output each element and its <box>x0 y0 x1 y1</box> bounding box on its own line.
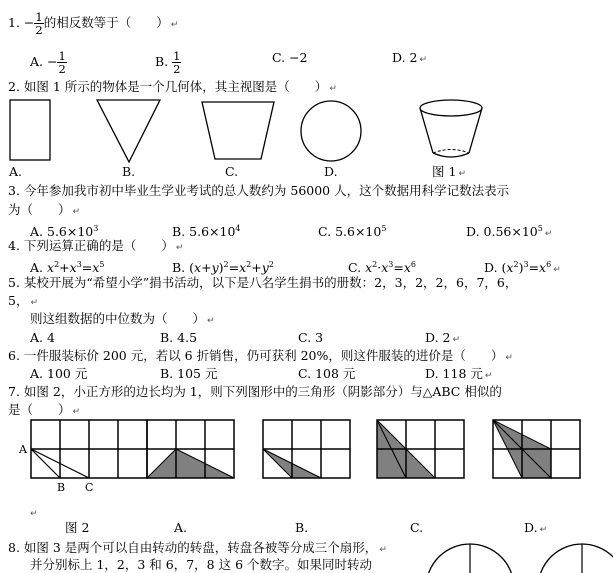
q3-option-a: A. $5.6\times 10^3$ <box>30 224 99 240</box>
q5-stem-line2: 5， ↵ <box>8 293 38 308</box>
q6-stem: 6. 一件服装标价 200 元，若以 6 折销售，仍可获利 20%，则这件服装的进价是（ ） ↵ <box>8 348 513 363</box>
q6-option-a: A. 100 元 <box>30 366 88 381</box>
q1-option-b: B. $\frac{1}{2}$ <box>155 49 181 76</box>
q1-option-a: A. − $\frac{1}{2}$ <box>30 49 66 76</box>
q7-stem-line2: 是（ ） ↵ <box>8 402 81 417</box>
q3-stem-line2: 为（ ） ↵ <box>8 202 81 217</box>
q5-stem-line3: 则这组数据的中位数为（ ） ↵ <box>30 311 215 326</box>
q3-option-b: B. $5.6\times 10^4$ <box>172 224 241 240</box>
q7-label-a: A. <box>174 520 188 535</box>
return-mark-icon: ↵ <box>170 20 179 30</box>
q4-option-b: B. $(x+y)^2=x^2+y^2$ <box>172 260 274 276</box>
q3-option-d: D. $0.56\times 10^5↵$ <box>466 224 553 240</box>
q2-label-d: D. <box>324 164 338 179</box>
q1-option-c: C. −2 <box>272 50 308 65</box>
q5-option-a: A. 4 <box>30 330 55 345</box>
q4-stem: 4. 下列运算正确的是（ ） ↵ <box>8 238 184 253</box>
q6-option-c: C. 108 元 <box>298 366 356 381</box>
q4-option-d: D. $(x^2)^3=x^6↵$ <box>484 260 561 276</box>
q2-figure-caption: 图 1 ↵ <box>432 164 466 179</box>
q6-option-b: B. 105 元 <box>160 366 218 381</box>
q2-label-b: B. <box>122 164 136 179</box>
q5-option-d: D. 2 ↵ <box>425 330 461 345</box>
q7-point-b-label: B <box>57 481 66 494</box>
q2-label-c: C. <box>225 164 239 179</box>
q7-stem-line1: 7. 如图 2，小正方形的边长均为 1，则下列图形中的三角形（阴影部分）与△ABC 相似的 <box>8 384 502 399</box>
q7-label-d: D. ↵ <box>524 520 548 535</box>
q1-option-d: D. 2 ↵ <box>392 50 428 65</box>
q7-figure-caption: 图 2 <box>65 520 90 535</box>
q5-option-c: C. 3 <box>298 330 324 345</box>
q8-stem-line1: 8. 如图 3 是两个可以自由转动的转盘，转盘各被等分成三个扇形， ↵ <box>8 540 387 555</box>
q6-option-d: D. 118 元 ↵ <box>425 366 493 381</box>
q3-stem-line1: 3. 今年参加我市初中毕业生学业考试的总人数约为 56000 人，这个数据用科学记数法表示 <box>8 183 510 198</box>
q8-spinner-2 <box>538 544 613 573</box>
q2-stem: 2. 如图 1 所示的物体是一个几何体，其主视图是（ ） ↵ <box>8 79 337 94</box>
q7-label-c: C. <box>410 520 424 535</box>
q7-point-c-label: C <box>85 481 94 494</box>
q7-point-a-label: A <box>19 443 27 456</box>
q4-option-c: C. $x^2\cdot x^3=x^6$ <box>348 260 417 276</box>
q1-stem: 1. − $\frac{1}{2}$ 的相反数等于（ ） ↵ <box>8 10 179 37</box>
return-mark-icon: ↵ <box>30 509 38 519</box>
q8-stem-line2: 并分别标上 1，2，3 和 6，7，8 这 6 个数字。如果同时转动 <box>30 557 373 572</box>
q2-label-a: A. <box>9 164 23 179</box>
q1-stem-fraction: $\frac{1}{2}$ <box>35 10 43 37</box>
q5-option-b: B. 4.5 <box>160 330 198 345</box>
q3-option-c: C. $5.6\times 10^5$ <box>318 224 387 240</box>
q7-label-b: B. <box>295 520 309 535</box>
q5-stem-line1: 5. 某校开展为“希望小学”捐书活动，以下是八名学生捐书的册数：2，3，2，2，6，7，6， <box>8 275 518 290</box>
q4-option-a: A. $x^2+x^3=x^5$ <box>30 260 105 276</box>
